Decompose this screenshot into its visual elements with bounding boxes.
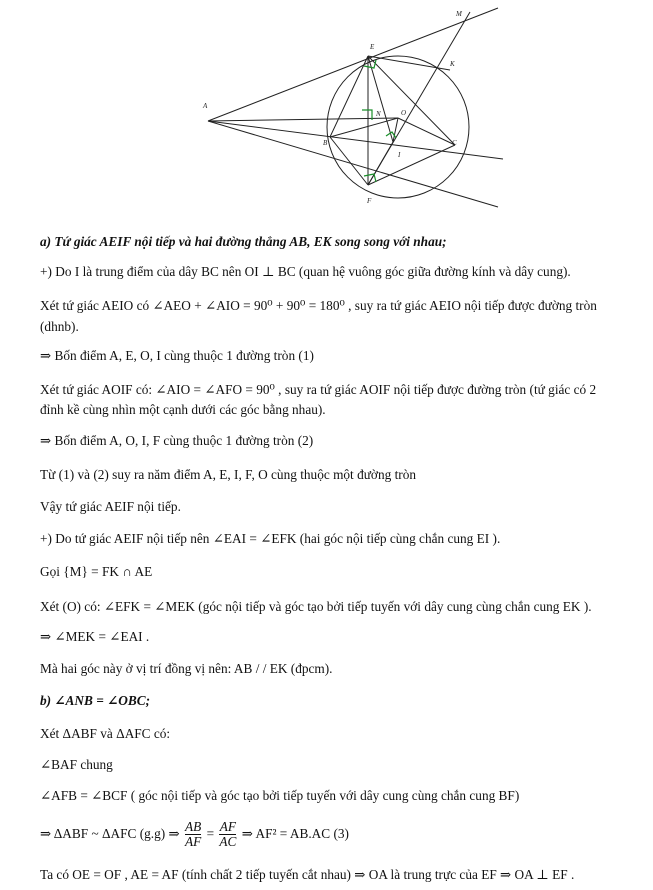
text-line: (dhnb). [40, 319, 79, 334]
text-line: ⇒ ∠MEK = ∠EAI . [40, 629, 150, 644]
line-ao [208, 118, 398, 121]
fraction-numerator: AB [185, 819, 202, 835]
fraction-ab-af [185, 820, 201, 849]
text-line: ⇒ Bốn điểm A, E, O, I cùng thuộc 1 đường tròn (1) [40, 348, 314, 363]
label-e: E [370, 43, 375, 51]
figure-drawing [0, 0, 653, 228]
text-line: Ta có OE = OF , AE = AF (tính chất 2 tiếp tuyến cắt nhau) ⇒ OA là trung trực của EF ⇒ OA ⊥ EF . [40, 867, 575, 882]
tangent-af [208, 121, 498, 207]
label-o: O [401, 109, 407, 117]
similarity-suffix: ⇒ AF² = AB.AC (3) [241, 826, 349, 841]
text-line: Xét (O) có: ∠EFK = ∠MEK (góc nội tiếp và góc tạo bởi tiếp tuyến với dây cung cùng chắn cung EK ). [40, 599, 592, 614]
text-line: Xét tứ giác AEIO có ∠AEO + ∠AIO = 90⁰ + 90⁰ = 180⁰ , suy ra tứ giác AEIO nội tiếp được đường tròn [40, 298, 597, 313]
label-a: A [203, 102, 208, 110]
section-a-heading: a) Tứ giác AEIF nội tiếp và hai đường thẳng AB, EK song song với nhau; [40, 234, 447, 249]
label-k: K [450, 60, 455, 68]
geometry-figure [0, 0, 653, 228]
label-i: I [398, 151, 401, 159]
text-line: Từ (1) và (2) suy ra năm điểm A, E, I, F, O cùng thuộc một đường tròn [40, 467, 417, 482]
text-line: Mà hai góc này ở vị trí đồng vị nên: AB / / EK (đpcm). [40, 661, 333, 676]
label-n: N [376, 110, 381, 118]
fraction-numerator: AF [219, 819, 237, 835]
text-line: đỉnh kề cùng nhìn một cạnh dưới các góc bằng nhau). [40, 402, 326, 417]
similarity-line [40, 818, 653, 850]
text-line: Vậy tứ giác AEIF nội tiếp. [40, 499, 181, 514]
label-f: F [367, 197, 372, 205]
text-line: ⇒ Bốn điểm A, O, I, F cùng thuộc 1 đường tròn (2) [40, 433, 314, 448]
text-line: Gọi {M} = FK ∩ AE [40, 564, 153, 579]
label-c: C [452, 139, 457, 147]
text-line: +) Do I là trung điểm của dây BC nên OI ⊥ BC (quan hệ vuông góc giữa đường kính và dây cung). [40, 264, 571, 279]
label-b: B [323, 139, 328, 147]
text-line: +) Do tứ giác AEIF nội tiếp nên ∠EAI = ∠EFK (hai góc nội tiếp cùng chắn cung EI ). [40, 531, 501, 546]
fraction-denominator: AF [185, 834, 202, 850]
line-fi [368, 142, 393, 185]
line-fc [368, 145, 455, 185]
line-oc [398, 118, 455, 145]
secant-abc [208, 121, 503, 159]
text-line: Xét tứ giác AOIF có: ∠AIO = ∠AFO = 90⁰ , suy ra tứ giác AOIF nội tiếp được đường tròn (tứ giác có 2 [40, 382, 597, 397]
fraction-denominator: AC [219, 834, 237, 850]
section-b-heading: b) ∠ANB = ∠OBC; [40, 693, 151, 708]
similarity-prefix: ⇒ ΔABF ~ ΔAFC (g.g) ⇒ [40, 826, 180, 841]
text-line: ∠AFB = ∠BCF ( góc nội tiếp và góc tạo bởi tiếp tuyến với dây cung cùng chắn cung BF) [40, 788, 520, 803]
text-line: Xét ΔABF và ΔAFC có: [40, 726, 171, 741]
equals-sign: = [206, 826, 215, 841]
text-line: ∠BAF chung [40, 757, 113, 772]
line-be [330, 56, 368, 137]
circle-o [327, 56, 469, 198]
label-m: M [456, 10, 462, 18]
fraction-af-ac [219, 820, 236, 849]
